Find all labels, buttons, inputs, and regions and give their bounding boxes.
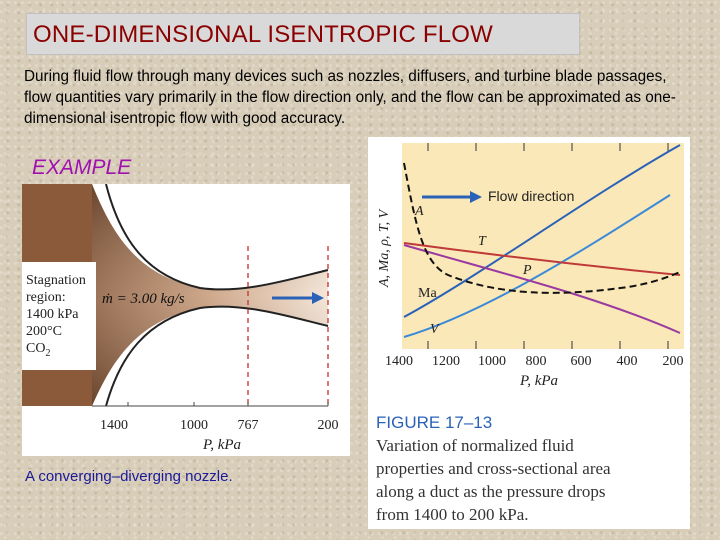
nozzle-axis-label: P, kPa <box>202 437 242 453</box>
curve-label-p: P <box>523 263 532 278</box>
stagnation-pressure: 1400 kPa <box>26 307 79 322</box>
stagnation-line-2: region: <box>26 290 66 305</box>
chart-tick-800: 800 <box>525 354 547 369</box>
figure-caption-line-1: Variation of normalized fluid <box>376 436 574 455</box>
example-label: EXAMPLE <box>32 156 132 179</box>
curve-label-ma: Ma <box>418 286 437 301</box>
chart-tick-1400: 1400 <box>385 354 413 369</box>
chart-tick-400: 400 <box>616 354 638 369</box>
figure-number: FIGURE 17–13 <box>376 413 493 432</box>
intro-paragraph: During fluid flow through many devices such as nozzles, diffusers, and turbine blade passages, flow quantities vary primarily in the flow direction only, and the flow can be approximated as one-dimensional isentropic flow with good accuracy. <box>24 68 676 127</box>
mass-flow-label: ṁ = 3.00 kg/s <box>102 291 185 307</box>
page-title: ONE-DIMENSIONAL ISENTROPIC FLOW <box>33 21 494 48</box>
stagnation-gas: $CO_2$ <box>26 341 51 359</box>
flow-direction-label: Flow direction <box>488 188 575 204</box>
chart-xaxis-label: P, kPa <box>519 373 559 389</box>
nozzle-tick-1400: 1400 <box>100 418 128 433</box>
property-chart <box>368 137 690 529</box>
figure-caption-line-3: along a duct as the pressure drops <box>376 482 606 501</box>
nozzle-tick-1000: 1000 <box>180 418 208 433</box>
figure-caption-line-2: properties and cross-sectional area <box>376 459 611 478</box>
nozzle-diagram <box>22 184 350 456</box>
chart-tick-600: 600 <box>570 354 592 369</box>
chart-tick-200: 200 <box>662 354 684 369</box>
nozzle-figure <box>22 184 350 456</box>
curve-label-a: A <box>415 204 424 219</box>
nozzle-tick-767: 767 <box>237 418 259 433</box>
chart-yaxis-label: A, Ma, ρ, T, V <box>377 209 392 287</box>
nozzle-caption: A converging–diverging nozzle. <box>25 468 233 485</box>
stagnation-line-1: Stagnation <box>26 273 86 288</box>
chart-tick-1200: 1200 <box>432 354 460 369</box>
property-chart-figure <box>368 137 690 529</box>
curve-label-v: V <box>430 322 439 337</box>
figure-caption-line-4: from 1400 to 200 kPa. <box>376 505 529 524</box>
curve-label-t: T <box>478 234 486 249</box>
title-box <box>26 13 580 55</box>
nozzle-tick-200: 200 <box>317 418 339 433</box>
stagnation-temperature: 200°C <box>26 324 62 339</box>
chart-tick-1000: 1000 <box>478 354 506 369</box>
